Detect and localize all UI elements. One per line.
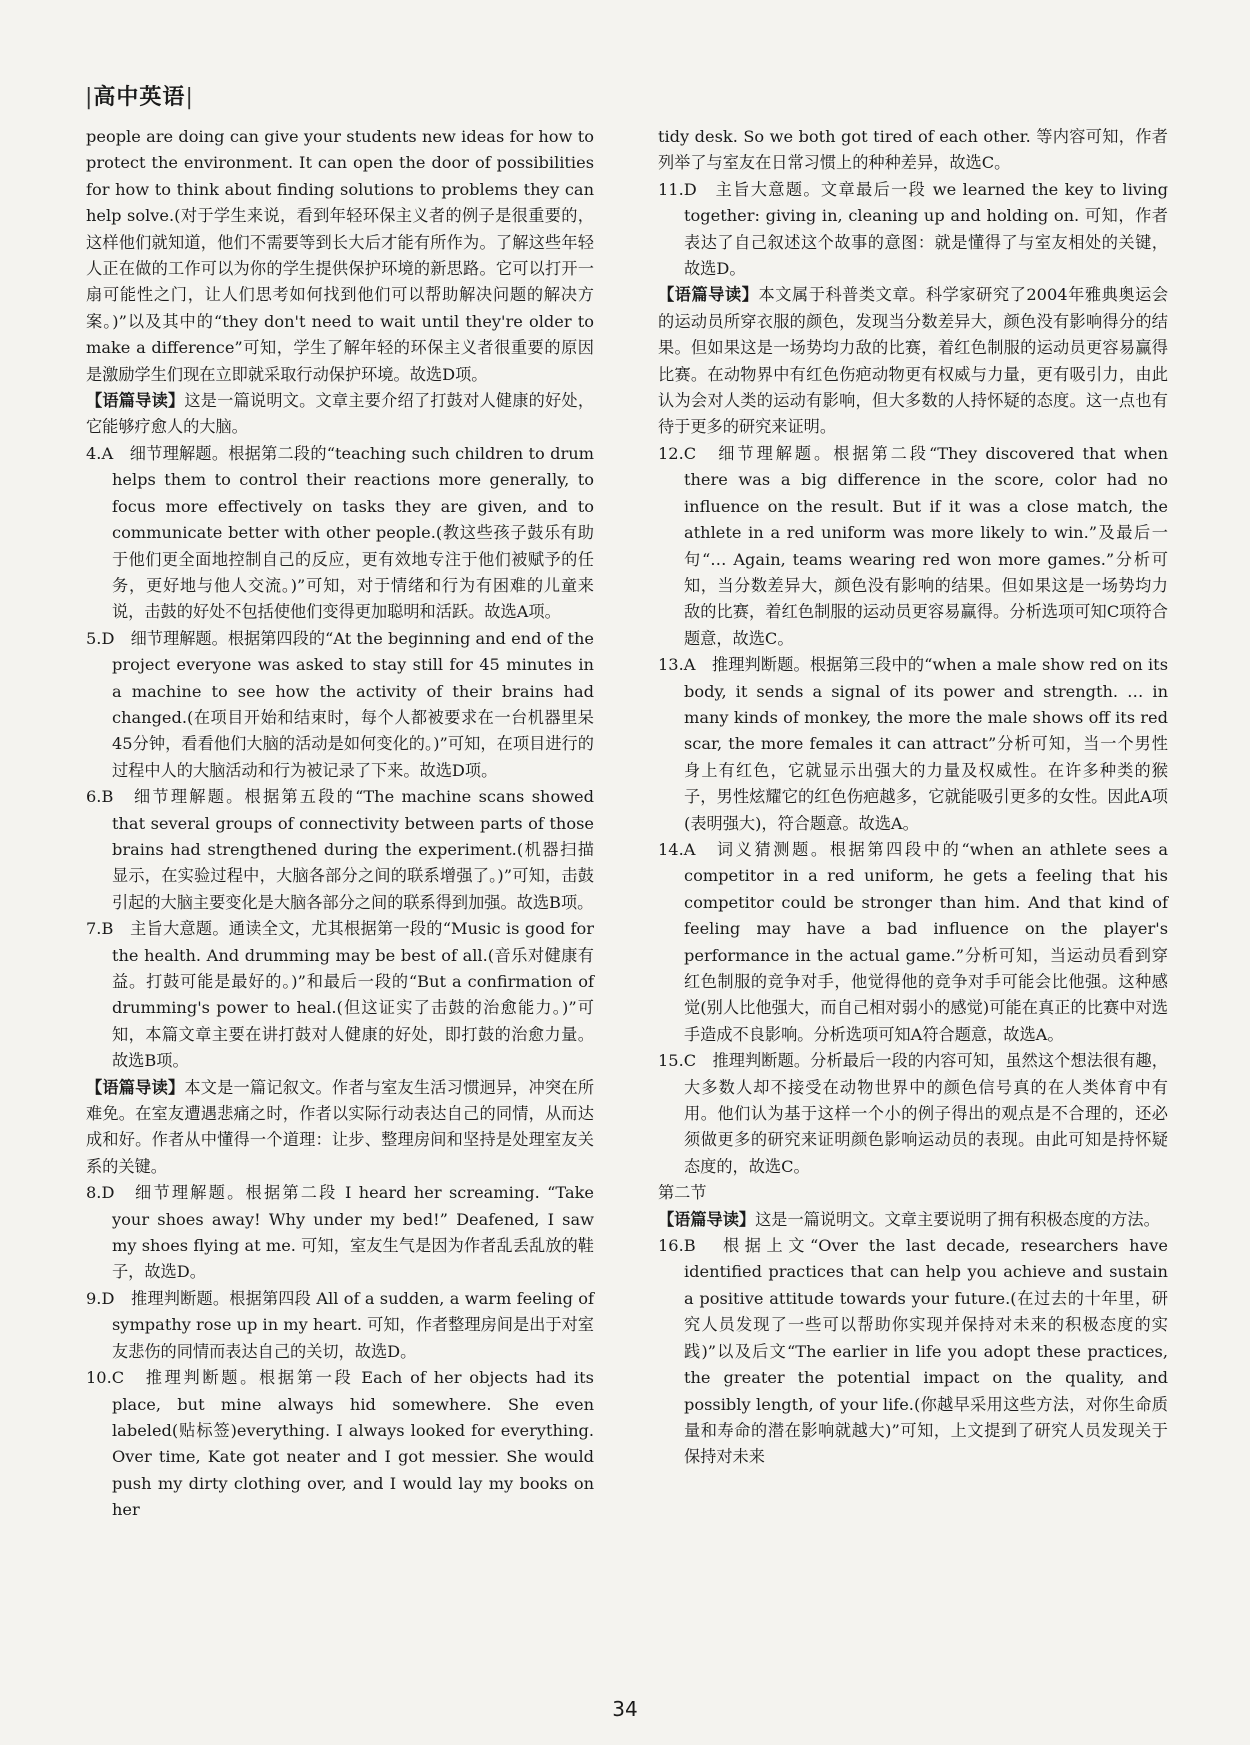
- answer-item-15: 15.C 推理判断题。分析最后一段的内容可知，虽然这个想法很有趣，大多数人却不接受在动物世界中的颜色信号真的在人类体育中有用。他们认为基于这样一个小的例子得出的观点是不合理的，还必须做更多的研究来证明颜色影响运动员的表现。由此可知是持怀疑态度的，故选C。: [658, 1051, 1168, 1176]
- page-number: 34: [612, 1697, 638, 1721]
- guide-text: 这是一篇说明文。文章主要介绍了打鼓对人健康的好处，它能够疗愈人的大脑。: [86, 391, 595, 437]
- answer-item-4: 4.A 细节理解题。根据第二段的“teaching such children to drum helps them to control their reactions more generally, to focus more effectively on tasks they are given, and to communicate better with other people.(教这些孩子鼓乐有助于他们更全面地控制自己的反应，更有效地专注于他们被赋予的任务，更好地与他人交流。)”可知，对于情绪和行为有困难的儿童来说，击鼓的好处不包括使他们变得更加聪明和活跃。故选A项。: [86, 443, 594, 622]
- answer-item-8: 8.D 细节理解题。根据第二段 I heard her screaming. “Take your shoes away! Why under my bed!” Deafened, I saw my shoes flying at me. 可知，室友生气是因为作者乱丢乱放的鞋子，故选D。: [86, 1183, 594, 1282]
- passage-guide: [658, 282, 1168, 440]
- book-title-text: 高中英语: [93, 85, 186, 110]
- passage-guide: [86, 1075, 594, 1181]
- guide-text: 这是一篇说明文。文章主要说明了拥有积极态度的方法。: [755, 1209, 1160, 1229]
- guide-tag: 【语篇导读】: [86, 1077, 185, 1097]
- paragraph-continued: tidy desk. So we both got tired of each other. 等内容可知，作者列举了与室友在日常习惯上的种种差异，故选C。: [658, 127, 1168, 173]
- answer-item-6: 6.B 细节理解题。根据第五段的“The machine scans showed that several groups of connectivity between parts of those brains had strengthened during the experiment.(机器扫描显示，在实验过程中，大脑各部分之间的联系增强了。)”可知，击鼓引起的大脑主要变化是大脑各部分之间的联系得到加强。故选B项。: [86, 787, 594, 912]
- answer-item-7: 7.B 主旨大意题。通读全文，尤其根据第一段的“Music is good for the health. And drumming may be best of all.(音乐对健康有益。打鼓可能是最好的。)”和最后一段的“But a confirmation of drumming's power to heal.(但这证实了击鼓的治愈能力。)”可知，本篇文章主要在讲打鼓对人健康的好处，即打鼓的治愈力量。故选B项。: [86, 919, 594, 1071]
- guide-tag: 【语篇导读】: [658, 1209, 756, 1229]
- title-right-bar: |: [185, 85, 194, 110]
- left-column: [86, 124, 594, 1524]
- guide-text: 本文属于科普类文章。科学家研究了2004年雅典奥运会的运动员所穿衣服的颜色，发现当分数差异大，颜色没有影响得分的结果。但如果这是一场势均力敌的比赛，着红色制服的运动员更容易赢得比赛。在动物界中有红色伤疤动物更有权威与力量，更有吸引力，由此认为会对人类的运动有影响，但大多数的人持怀疑的态度。这一点也有待于更多的研究来证明。: [658, 285, 1169, 437]
- passage-guide: [86, 388, 594, 441]
- paragraph-continued: people are doing can give your students new ideas for how to protect the environment. It can open the door of possibilities for how to think about finding solutions to problems they can help solve.(对于学生来说，看到年轻环保主义者的例子是很重要的，这样他们就知道，他们不需要等到长大后才能有所作为。了解这些年轻人正在做的工作可以为你的学生提供保护环境的新思路。它可以打开一扇可能性之门，让人们思考如何找到他们可以帮助解决问题的解决方案。)”以及其中的“they don't need to wait until they're older to make a difference”可知，学生了解年轻的环保主义者很重要的原因是激励学生们现在立即就采取行动保护环境。故选D项。: [86, 127, 594, 384]
- section-heading: 第二节: [658, 1183, 707, 1203]
- answer-item-5: 5.D 细节理解题。根据第四段的“At the beginning and end of the project everyone was asked to stay still for 45 minutes in a machine to see how the activity of their brains had changed.(在项目开始和结束时，每个人都被要求在一台机器里呆45分钟，看看他们大脑的活动是如何变化的。)”可知，在项目进行的过程中人的大脑活动和行为被记录了下来。故选D项。: [86, 628, 594, 780]
- answer-item-11: 11.D 主旨大意题。文章最后一段 we learned the key to living together: giving in, cleaning up and holding on. 可知，作者表达了自己叙述这个故事的意图：就是懂得了与室友相处的关键，故选D。: [658, 179, 1168, 279]
- answer-item-10: 10.C 推理判断题。根据第一段 Each of her objects had its place, but mine always hid somewhere. She even labeled(贴标签)everything. I always looked for everything. Over time, Kate got neater and I got messier. She would push my dirty clothing over, and I would lay my books on her: [86, 1368, 594, 1520]
- book-title: [85, 80, 194, 111]
- title-left-bar: |: [85, 85, 94, 110]
- guide-tag: 【语篇导读】: [658, 285, 759, 305]
- right-column: [658, 124, 1168, 1471]
- guide-tag: 【语篇导读】: [86, 391, 185, 411]
- answer-item-16: 16.B 根据上文“Over the last decade, researchers have identified practices that can help you achieve and sustain a positive attitude towards your future.(在过去的十年里，研究人员发现了一些可以帮助你实现并保持对未来的积极态度的实践)”以及后文“The earlier in life you adopt these practices, the greater the potential impact on the quality, and possibly length, of your life.(你越早采用这些方法，对你生命质量和寿命的潜在影响就越大)”可知，上文提到了研究人员发现关于保持对未来: [658, 1236, 1168, 1467]
- answer-item-13: 13.A 推理判断题。根据第三段中的“when a male show red on its body, it sends a signal of its power and strength. … in many kinds of monkey, the more the male shows off its red scar, the more females it can attract”分析可知，当一个男性身上有红色，它就显示出强大的力量及权威性。在许多种类的猴子，男性炫耀它的红色伤疤越多，它就能吸引更多的女性。因此A项(表明强大)，符合题意。故选A。: [658, 655, 1168, 833]
- passage-guide: [658, 1207, 1168, 1233]
- answer-item-12: 12.C 细节理解题。根据第二段“They discovered that when there was a big difference in the score, color had no influence on the result. But if it was a close match, the athlete in a red uniform was more likely to win.”及最后一句“… Again, teams wearing red won more games.”分析可知，当分数差异大，颜色没有影响的结果。但如果这是一场势均力敌的比赛，着红色制服的运动员更容易赢得。分析选项可知C项符合题意，故选C。: [658, 443, 1168, 648]
- answer-item-14: 14.A 词义猜测题。根据第四段中的“when an athlete sees a competitor in a red uniform, he gets a feeling that his competitor could be stronger than him. And that kind of feeling may have a bad influence on the player's performance in the actual game.”分析可知，当运动员看到穿红色制服的竞争对手，他觉得他的竞争对手可能会比他强。这种感觉(别人比他强大，而自己相对弱小的感觉)可能在真正的比赛中对选手造成不良影响。分析选项可知A符合题意，故选A。: [658, 839, 1168, 1044]
- answer-item-9: 9.D 推理判断题。根据第四段 All of a sudden, a warm feeling of sympathy rose up in my heart. 可知，作者整理房间是出于对室友悲伤的同情而表达自己的关切，故选D。: [86, 1288, 594, 1361]
- guide-text: 本文是一篇记叙文。作者与室友生活习惯迥异，冲突在所难免。在室友遭遇悲痛之时，作者以实际行动表达自己的同情，从而达成和好。作者从中懂得一个道理：让步、整理房间和坚持是处理室友关系的关键。: [86, 1077, 595, 1176]
